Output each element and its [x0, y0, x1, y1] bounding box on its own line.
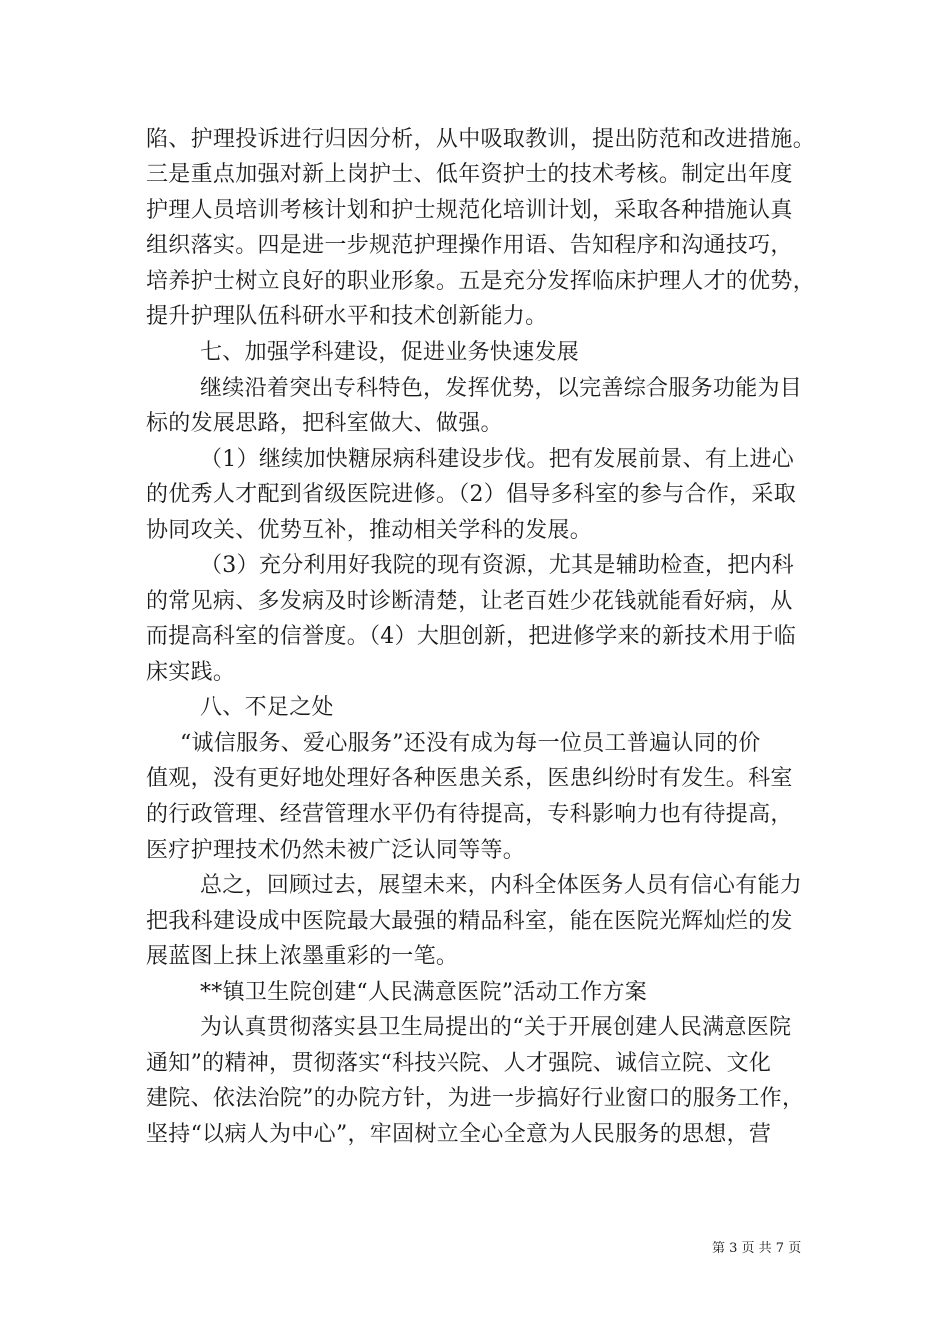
section-heading: 八、不足之处: [200, 695, 334, 720]
text-line: 的优秀人才配到省级医院进修。（2）倡导多科室的参与合作，采取: [146, 482, 796, 507]
text-line: 护理人员培训考核计划和护士规范化培训计划，采取各种措施认真: [146, 198, 793, 223]
text-line: 建院、依法治院”的办院方针，为进一步搞好行业窗口的服务工作，: [146, 1086, 805, 1111]
text-line: 提升护理队伍科研水平和技术创新能力。: [146, 304, 548, 329]
text-line: 而提高科室的信誉度。（4）大胆创新，把进修学来的新技术用于临: [146, 624, 796, 649]
text-line: 医疗护理技术仍然未被广泛认同等等。: [146, 838, 526, 863]
text-line: 陷、护理投诉进行归因分析，从中吸取教训，提出防范和改进措施。: [146, 127, 816, 152]
text-line: 继续沿着突出专科特色，发挥优势，以完善综合服务功能为目: [200, 376, 803, 401]
text-line: “诚信服务、爱心服务”还没有成为每一位员工普遍认同的价: [180, 731, 761, 756]
text-line: 的行政管理、经营管理水平仍有待提高，专科影响力也有待提高，: [146, 802, 793, 827]
text-line: 为认真贯彻落实县卫生局提出的“关于开展创建人民满意医院: [200, 1015, 792, 1040]
text-line: 通知”的精神，贯彻落实“科技兴院、人才强院、诚信立院、文化: [146, 1051, 772, 1076]
text-line: （1）继续加快糖尿病科建设步伐。把有发展前景、有上进心: [200, 447, 795, 472]
text-line: （3）充分利用好我院的现有资源，尤其是辅助检查，把内科: [200, 553, 795, 578]
document-title: **镇卫生院创建“人民满意医院”活动工作方案: [200, 980, 648, 1005]
text-line: 组织落实。四是进一步规范护理操作用语、告知程序和沟通技巧，: [146, 233, 793, 258]
text-line: 床实践。: [146, 660, 236, 685]
text-line: 展蓝图上抹上浓墨重彩的一笔。: [146, 944, 459, 969]
text-line: 培养护士树立良好的职业形象。五是充分发挥临床护理人才的优势，: [146, 269, 816, 294]
page-number: 第 3 页 共 7 页: [712, 1241, 802, 1256]
text-line: 协同攻关、优势互补，推动相关学科的发展。: [146, 518, 593, 543]
text-line: 把我科建设成中医院最大最强的精品科室，能在医院光辉灿烂的发: [146, 909, 793, 934]
section-heading: 七、加强学科建设，促进业务快速发展: [200, 340, 580, 365]
text-line: 三是重点加强对新上岗护士、低年资护士的技术考核。制定出年度: [146, 162, 793, 187]
text-line: 坚持“以病人为中心”，牢固树立全心全意为人民服务的思想，营: [146, 1122, 772, 1147]
text-line: 总之，回顾过去，展望未来，内科全体医务人员有信心有能力: [200, 873, 803, 898]
text-line: 的常见病、多发病及时诊断清楚，让老百姓少花钱就能看好病，从: [146, 589, 793, 614]
text-line: 标的发展思路，把科室做大、做强。: [146, 411, 503, 436]
text-line: 值观，没有更好地处理好各种医患关系，医患纠纷时有发生。科室: [146, 766, 793, 791]
